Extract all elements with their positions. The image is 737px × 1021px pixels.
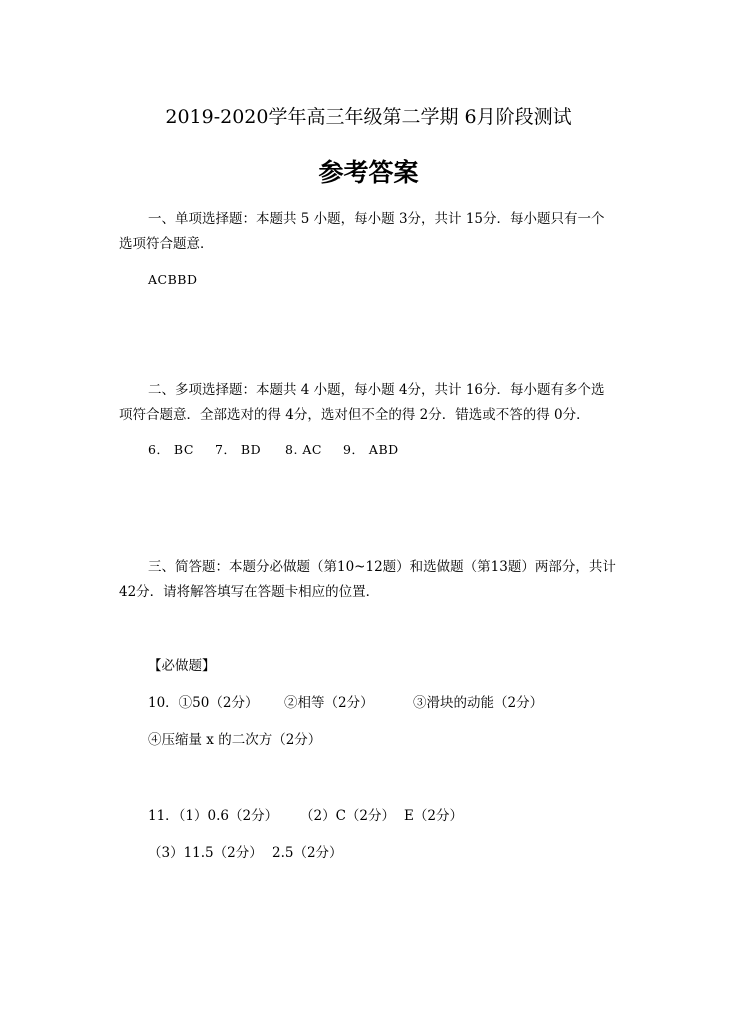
section3-instructions-line2: 42分．请将解答填写在答题卡相应的位置．	[119, 584, 380, 600]
q11-row1-part1: 11．（1）0.6（2分）	[148, 808, 279, 824]
section2-instructions-line2: 项符合题意．全部选对的得 4分，选对但不全的得 2分．错选或不答的得 0分．	[119, 407, 590, 423]
q11-row2-part2: 2.5（2分）	[272, 845, 343, 861]
section1-instructions-line2: 选项符合题意．	[119, 236, 214, 252]
section2-instructions-line1: 二、多项选择题：本题共 4 小题，每小题 4分，共计 16分．每小题有多个选	[148, 382, 605, 398]
section2-answer-7: 7． BD	[215, 442, 262, 457]
document-subtitle: 参考答案	[318, 158, 419, 187]
q11-row1-part2: （2）C（2分）	[300, 808, 396, 824]
section2-answer-6: 6． BC	[148, 442, 194, 457]
q11-row2-part1: （3）11.5（2分）	[148, 845, 263, 861]
section2-answer-8: 8. AC	[285, 442, 322, 457]
section1-instructions-line1: 一、单项选择题：本题共 5 小题，每小题 3分，共计 15分．每小题只有一个	[148, 211, 605, 227]
q10-part3: ③滑块的动能（2分）	[413, 695, 544, 711]
document-title: 2019-2020学年高三年级第二学期 6月阶段测试	[165, 106, 572, 128]
section2-answer-9: 9． ABD	[343, 442, 399, 457]
q10-part1: 10．①50（2分）	[148, 695, 259, 711]
required-questions-heading: 【必做题】	[148, 658, 216, 674]
q10-part2: ②相等（2分）	[284, 695, 374, 711]
q11-row1-part3: E（2分）	[404, 808, 463, 824]
section3-instructions-line1: 三、简答题：本题分必做题（第10~12题）和选做题（第13题）两部分，共计	[148, 559, 616, 575]
section1-answers: ACBBD	[148, 272, 198, 287]
q10-part4: ④压缩量 x 的二次方（2分）	[148, 732, 322, 748]
